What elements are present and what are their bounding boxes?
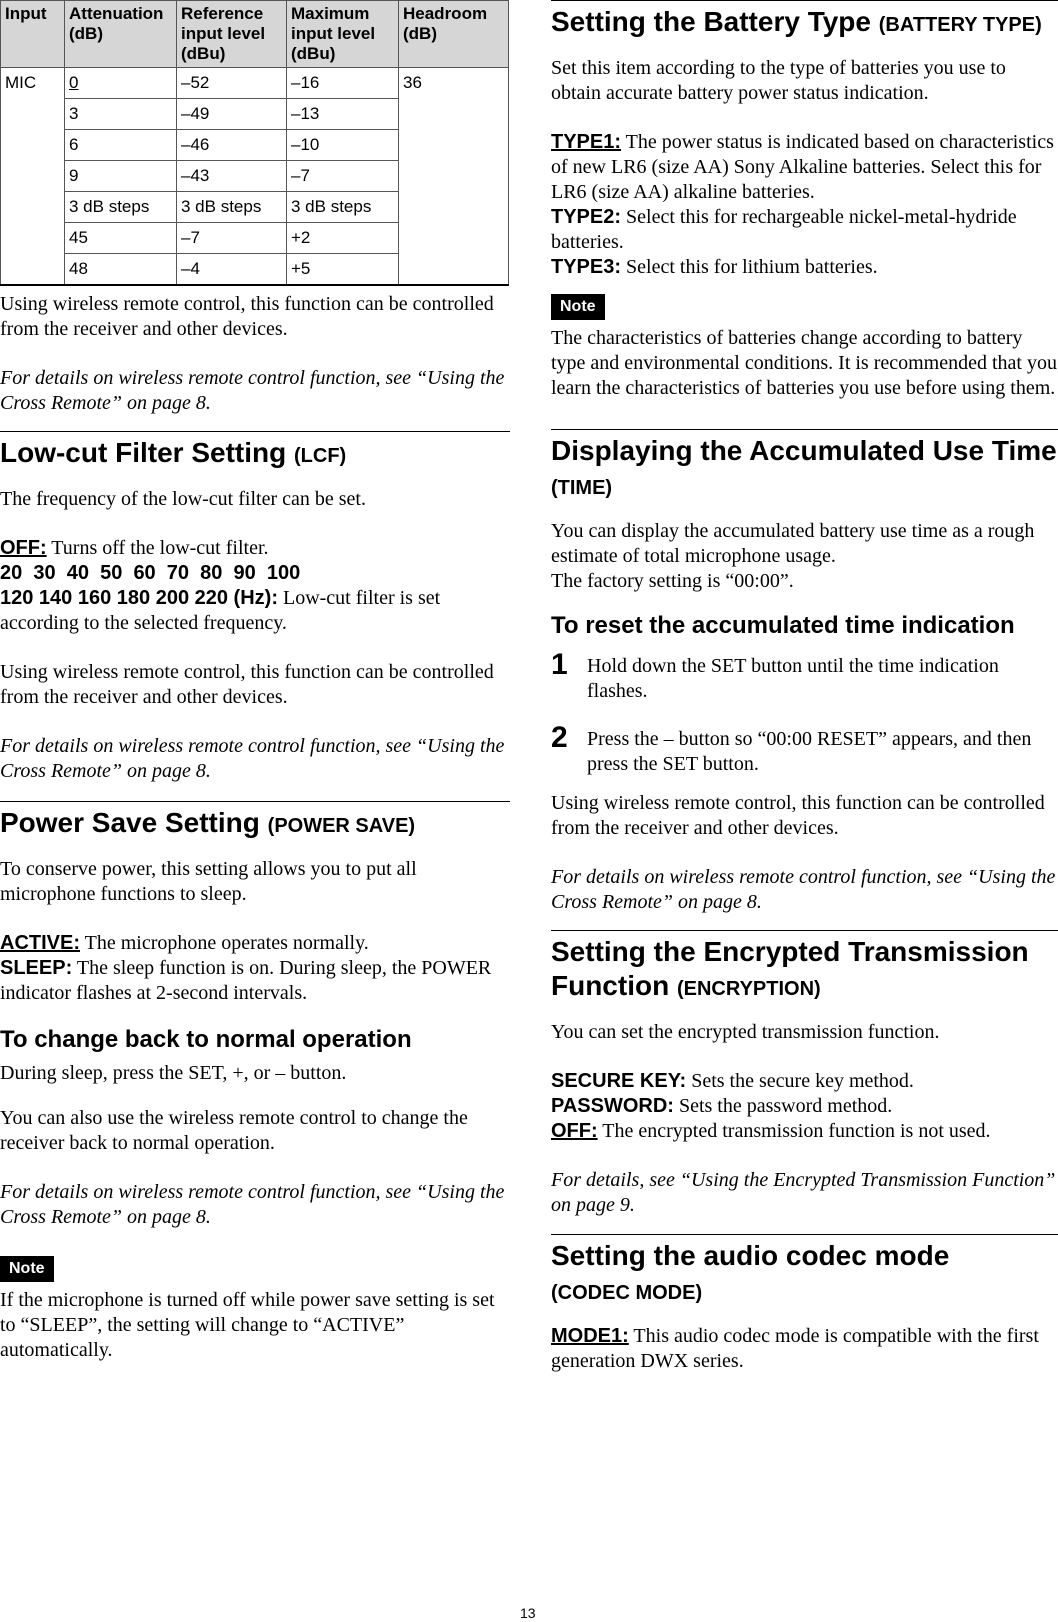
encryption-password-option: PASSWORD: Sets the password method. xyxy=(551,1095,893,1117)
table-header: Headroom (dB) xyxy=(399,1,509,68)
table-header: Reference input level (dBu) xyxy=(177,1,287,68)
section-title-power-save: Power Save Setting (POWER SAVE) xyxy=(0,807,416,838)
table-cell: 3 dB steps xyxy=(65,192,177,223)
power-section xyxy=(0,801,510,1363)
table-cell: 45 xyxy=(65,223,177,254)
battery-type2-option: TYPE2: Select this for rechargeable nickel-metal-hydride batteries. xyxy=(551,206,1017,253)
right-column xyxy=(551,0,1058,1374)
lcf-section xyxy=(0,431,510,784)
encryption-reference: For details, see “Using the Encrypted Transmission Function” on page 9. xyxy=(551,1169,1056,1216)
left-column xyxy=(0,0,510,1363)
power-sleep-option: SLEEP: The sleep function is on. During sleep, the POWER indicator flashes at 2-second intervals. xyxy=(0,957,492,1004)
table-header: Input xyxy=(1,1,65,68)
table-header: Maximum input level (dBu) xyxy=(287,1,399,68)
battery-intro: Set this item according to the type of batteries you use to obtain accurate battery power status indication. xyxy=(551,57,1006,104)
lcf-off-option: OFF: Turns off the low-cut filter. xyxy=(0,537,269,559)
note-block xyxy=(0,1256,510,1363)
table-cell: –16 xyxy=(287,68,399,99)
battery-section xyxy=(551,0,1058,401)
lcf-freq-list: 20 30 40 50 60 70 80 90 100 xyxy=(0,562,301,584)
power-sub-p1: During sleep, press the SET, +, or – button. xyxy=(0,1062,347,1084)
battery-type3-option: TYPE3: Select this for lithium batteries. xyxy=(551,256,878,278)
table-cell: 48 xyxy=(65,254,177,286)
section-title-lcf: Low-cut Filter Setting (LCF) xyxy=(0,437,347,468)
table-cell: 6 xyxy=(65,130,177,161)
codec-section xyxy=(551,1234,1058,1374)
time-section xyxy=(551,429,1058,915)
remote-paragraph: Using wireless remote control, this function can be controlled from the receiver and other devices. xyxy=(551,792,1045,839)
power-sub-p2: You can also use the wireless remote control to change the receiver back to normal operation. xyxy=(0,1107,468,1154)
note-text: If the microphone is turned off while power save setting is set to “SLEEP”, the setting will change to “ACTIVE” automatically. xyxy=(0,1289,495,1361)
table-cell: 9 xyxy=(65,161,177,192)
subheading-reset-time: To reset the accumulated time indication xyxy=(551,612,1015,639)
step-number: 2 xyxy=(551,721,568,754)
step-2: 2 Press the – button so “00:00 RESET” appears, and then press the SET button. xyxy=(551,721,1032,775)
table-cell: –4 xyxy=(177,254,287,286)
remote-paragraph: Using wireless remote control, this function can be controlled from the receiver and other devices. xyxy=(0,293,494,340)
encryption-off-option: OFF: The encrypted transmission function is not used. xyxy=(551,1120,991,1142)
table-cell: –52 xyxy=(177,68,287,99)
encryption-section xyxy=(551,930,1058,1218)
battery-type1-option: TYPE1: The power status is indicated based on characteristics of new LR6 (size AA) Sony Alkaline batteries. Select this for LR6 (size AA) alkaline batteries. xyxy=(551,131,1054,203)
remote-reference: For details on wireless remote control function, see “Using the Cross Remote” on page 8. xyxy=(0,735,505,782)
power-intro: To conserve power, this setting allows you to put all microphone functions to sleep. xyxy=(0,858,417,905)
attenuation-table xyxy=(0,0,509,286)
table-cell: –43 xyxy=(177,161,287,192)
table-cell-input: MIC xyxy=(1,68,65,286)
note-block xyxy=(551,294,1058,401)
table-row xyxy=(1,68,509,99)
remote-reference: For details on wireless remote control function, see “Using the Cross Remote” on page 8. xyxy=(0,1181,505,1228)
remote-reference: For details on wireless remote control function, see “Using the Cross Remote” on page 8. xyxy=(551,866,1056,913)
table-cell-headroom: 36 xyxy=(399,68,509,286)
table-cell: –7 xyxy=(177,223,287,254)
encryption-secure-key-option: SECURE KEY: Sets the secure key method. xyxy=(551,1070,914,1092)
power-active-option: ACTIVE: The microphone operates normally. xyxy=(0,932,369,954)
section-title-codec: Setting the audio codec mode (CODEC MODE) xyxy=(551,1240,950,1304)
step-number: 1 xyxy=(551,648,568,681)
table-cell: +5 xyxy=(287,254,399,286)
note-text: The characteristics of batteries change according to battery type and environmental conditions. It is recommended that you learn the characteristics of batteries you use before using them. xyxy=(551,327,1057,399)
table-cell: –7 xyxy=(287,161,399,192)
codec-mode1-option: MODE1: This audio codec mode is compatible with the first generation DWX series. xyxy=(551,1325,1039,1372)
table-cell: –46 xyxy=(177,130,287,161)
table-cell: –49 xyxy=(177,99,287,130)
section-title-encryption: Setting the Encrypted Transmission Function (ENCRYPTION) xyxy=(551,936,1029,1001)
time-factory: The factory setting is “00:00”. xyxy=(551,570,794,592)
table-cell: 3 xyxy=(65,99,177,130)
note-label: Note xyxy=(551,294,605,320)
table-cell: +2 xyxy=(287,223,399,254)
remote-reference: For details on wireless remote control function, see “Using the Cross Remote” on page 8. xyxy=(0,367,505,414)
table-cell: –10 xyxy=(287,130,399,161)
table-cell: 0 xyxy=(65,68,177,99)
page-number: 13 xyxy=(520,1605,536,1621)
table-cell: 3 dB steps xyxy=(287,192,399,223)
table-header: Attenuation (dB) xyxy=(65,1,177,68)
time-intro: You can display the accumulated battery use time as a rough estimate of total microphone usage. xyxy=(551,520,1035,567)
table-cell: –13 xyxy=(287,99,399,130)
section-title-time: Displaying the Accumulated Use Time (TIME) xyxy=(551,435,1057,499)
step-1: 1 Hold down the SET button until the time indication flashes. xyxy=(551,648,999,702)
lcf-intro: The frequency of the low-cut filter can be set. xyxy=(0,488,366,510)
encryption-intro: You can set the encrypted transmission function. xyxy=(551,1021,940,1043)
table-cell: 3 dB steps xyxy=(177,192,287,223)
lcf-freq-option: 120 140 160 180 200 220 (Hz): Low-cut filter is set according to the selected frequency. xyxy=(0,587,441,634)
section-title-battery: Setting the Battery Type (BATTERY TYPE) xyxy=(551,6,1042,37)
subheading-normal-operation: To change back to normal operation xyxy=(0,1026,412,1053)
remote-paragraph: Using wireless remote control, this function can be controlled from the receiver and other devices. xyxy=(0,661,494,708)
note-label: Note xyxy=(0,1256,54,1282)
